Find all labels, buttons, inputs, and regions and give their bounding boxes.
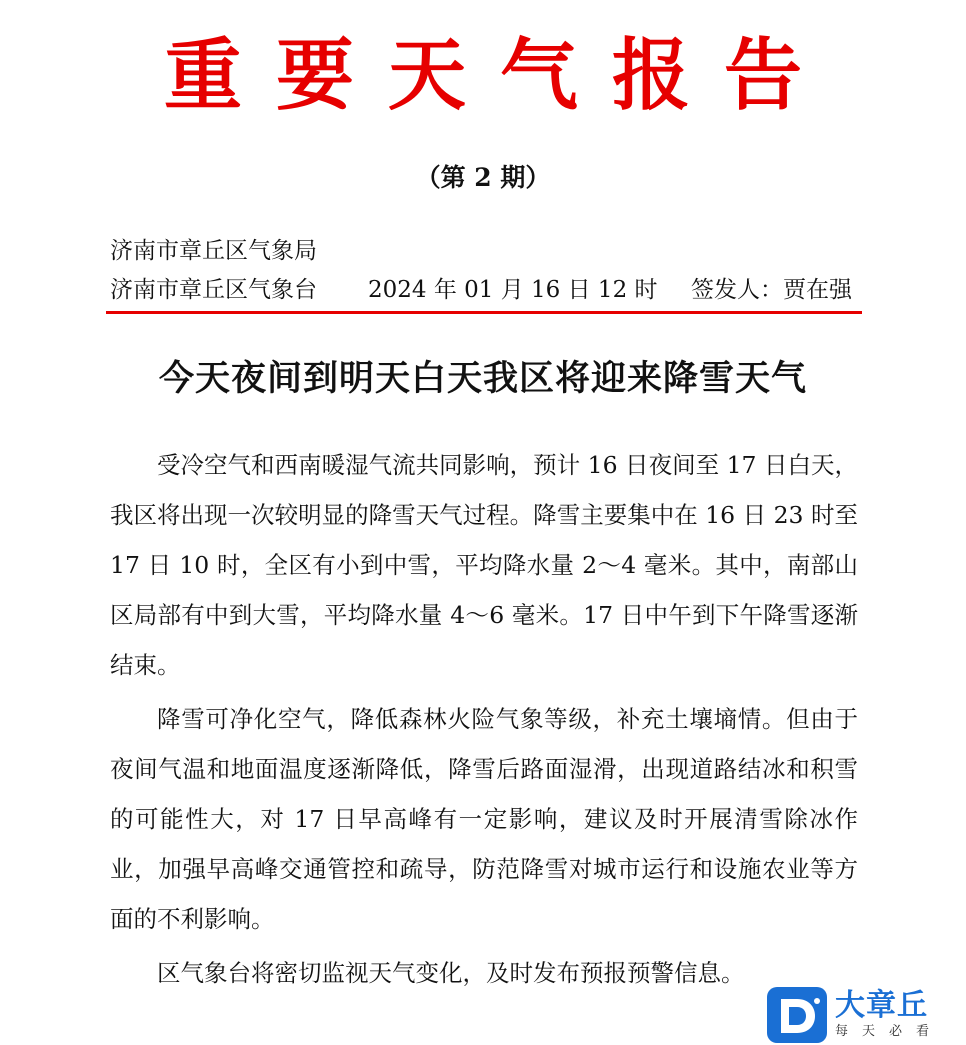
article-body: [110, 440, 858, 1002]
issuer-bureau: 济南市章丘区气象局: [110, 238, 317, 264]
paragraph: 受冷空气和西南暖湿气流共同影响，预计 16 日夜间至 17 日白天，我区将出现一次较明显的降雪天气过程。降雪主要集中在 16 日 23 时至 17 日 10 时，全区有小到中雪，平均降水量 2～4 毫米。其中，南部山区局部有中到大雪，平均降水量 4～6 毫米。17 日中午到下午降雪逐渐结束。: [110, 451, 858, 679]
paragraph: 降雪可净化空气，降低森林火险气象等级，补充土壤墒情。但由于夜间气温和地面温度逐渐降低，降雪后路面湿滑，出现道路结冰和积雪的可能性大，对 17 日早高峰有一定影响，建议及时开展清雪除冰作业，加强早高峰交通管控和疏导，防范降雪对城市运行和设施农业等方面的不利影响。: [110, 705, 858, 933]
watermark-text: [835, 989, 943, 1041]
watermark-slogan: 每天必看: [835, 1023, 944, 1039]
d-logo-icon: [767, 987, 827, 1043]
red-divider: [106, 311, 862, 314]
issue-number: （第 2 期）: [415, 163, 551, 192]
watermark-brand: 大章丘: [835, 987, 928, 1023]
report-masthead: 重要天气报告: [163, 30, 836, 121]
paragraph: 区气象台将密切监视天气变化，及时发布预报预警信息。: [157, 959, 745, 987]
signer: 签发人：贾在强: [691, 277, 852, 303]
issuer-observatory: 济南市章丘区气象台: [110, 277, 317, 303]
issue-datetime: 2024 年 01 月 16 日 12 时: [368, 277, 658, 303]
article-headline: 今天夜间到明天白天我区将迎来降雪天气: [158, 358, 807, 399]
app-watermark: [767, 984, 966, 1045]
issuer-row: [110, 272, 858, 308]
